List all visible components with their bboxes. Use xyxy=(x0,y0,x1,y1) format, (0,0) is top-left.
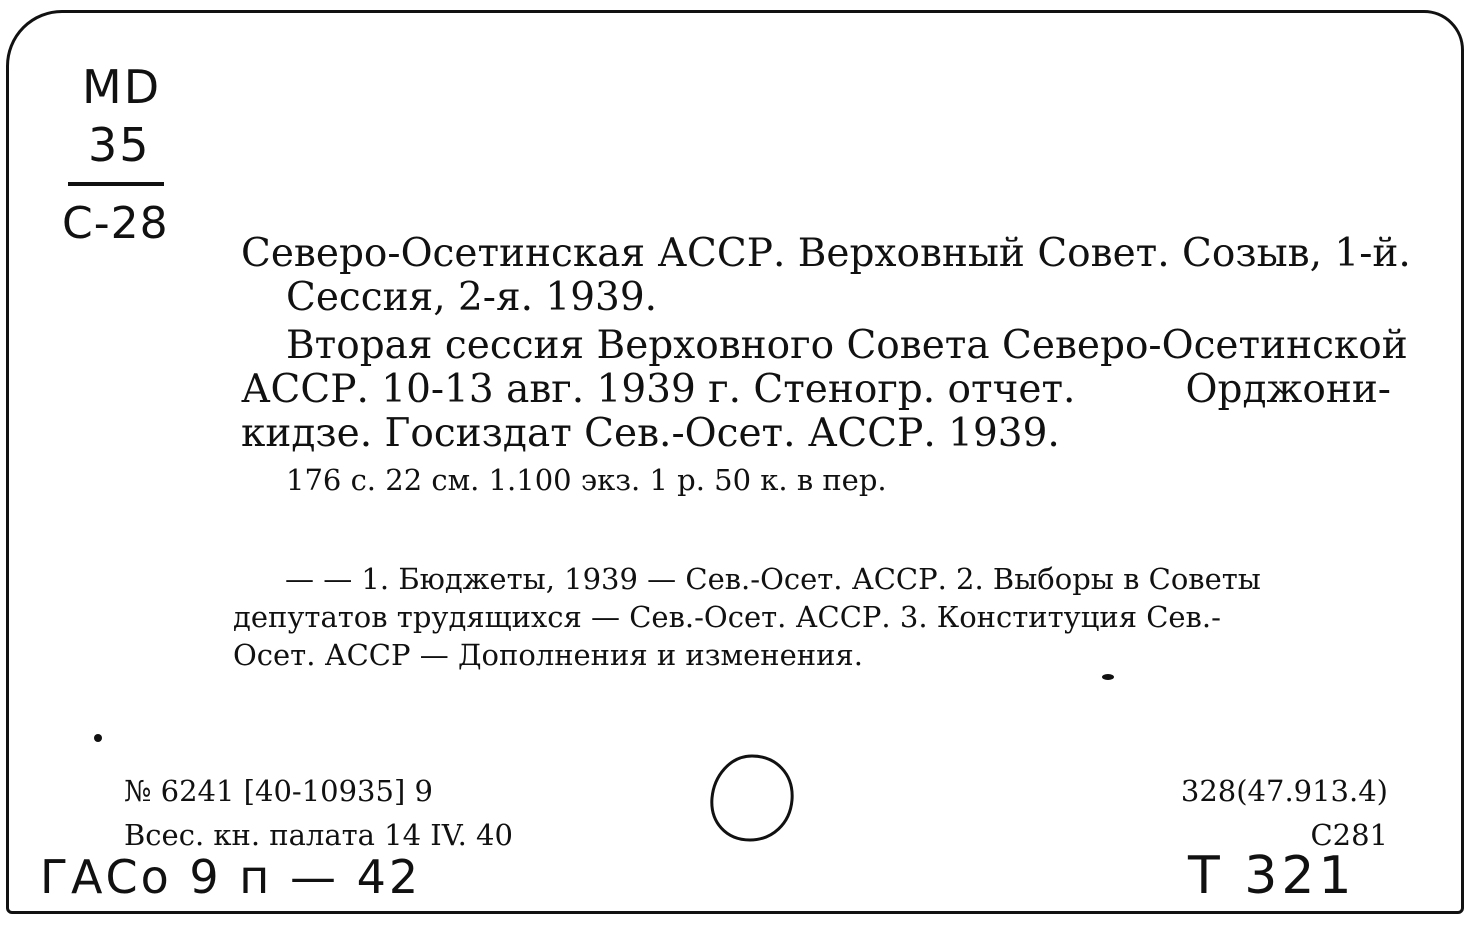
entry-title-cont-right: Орджони- xyxy=(1185,367,1391,412)
entry-publisher: кидзе. Госиздат Сев.-Осет. АССР. 1939. xyxy=(241,411,1060,456)
entry-title-continued xyxy=(241,368,1391,412)
udc-classification: 328(47.913.4) xyxy=(1180,774,1388,808)
entry-heading: Северо-Осетинская АССР. Верховный Совет. Созыв, 1-й. xyxy=(241,231,1411,276)
call-number-line-1: MD xyxy=(82,60,162,114)
handwritten-inventory-number: Т 321 xyxy=(1188,846,1356,906)
subject-line-3: Осет. АССР — Дополнения и изменения. xyxy=(233,638,863,672)
subject-line-2: депутатов трудящихся — Сев.-Осет. АССР. 3. Конституция Сев.- xyxy=(233,600,1221,634)
call-number-line-2: 35 xyxy=(88,118,151,172)
entry-session: Сессия, 2-я. 1939. xyxy=(286,275,658,320)
subject-headings xyxy=(233,560,1395,674)
library-stamp-circle xyxy=(706,752,798,844)
author-mark: C281 xyxy=(1310,818,1388,852)
registration-number: № 6241 [40-10935] 9 xyxy=(124,774,433,808)
entry-title: Вторая сессия Верховного Совета Северо-Осетинской xyxy=(286,323,1408,368)
handwritten-archive-code: ГАСо 9 п — 42 xyxy=(40,850,422,904)
entry-title-cont-left: АССР. 10-13 авг. 1939 г. Стеногр. отчет. xyxy=(241,367,1076,412)
entry-collation: 176 с. 22 см. 1.100 экз. 1 р. 50 к. в пер. xyxy=(286,463,887,497)
ink-speck xyxy=(1102,674,1114,680)
subject-line-1: — — 1. Бюджеты, 1939 — Сев.-Осет. АССР. 2. Выборы в Советы xyxy=(285,562,1261,596)
call-number-rule xyxy=(68,182,164,186)
ink-speck xyxy=(94,734,102,742)
book-chamber: Всес. кн. палата 14 IV. 40 xyxy=(124,818,513,852)
call-number-line-3: C-28 xyxy=(62,198,169,249)
